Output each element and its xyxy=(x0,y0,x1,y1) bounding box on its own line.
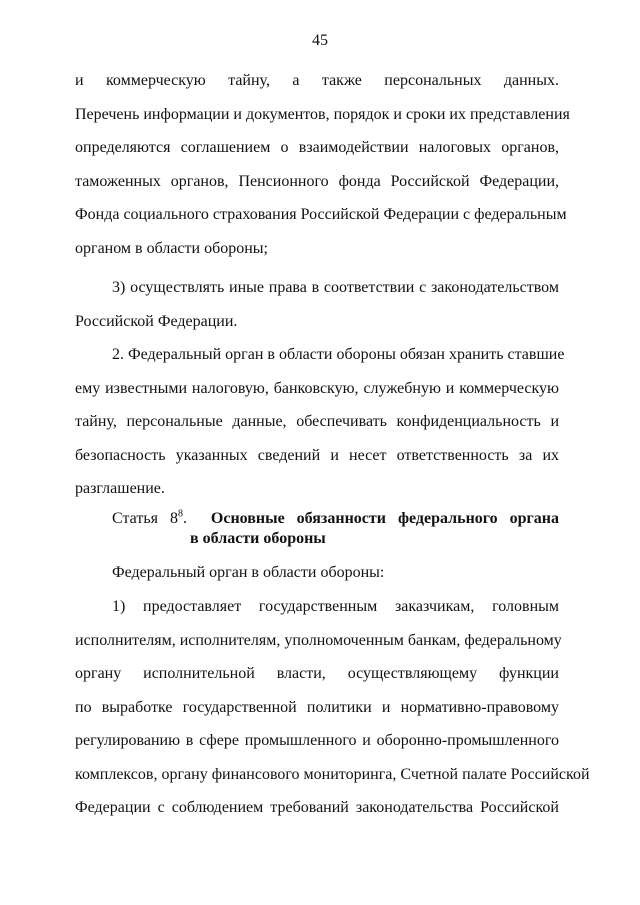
paragraph-5 xyxy=(75,590,590,825)
text-line: разглашение. xyxy=(75,480,165,497)
text-line: органом в области обороны; xyxy=(75,239,268,257)
text-line: ему известными налоговую, банковскую, служебную и коммерческую xyxy=(75,379,559,397)
article-heading xyxy=(112,509,559,549)
text-line: 2. Федеральный орган в области обороны обязан хранить ставшие xyxy=(112,346,565,363)
text-line: Федерации с соблюдением требований законодательства Российской xyxy=(75,799,559,816)
text-line: определяются соглашением о взаимодействии налоговых органов, xyxy=(75,139,559,156)
text-line: органу исполнительной власти, осуществляющему функции xyxy=(75,665,559,682)
paragraph-2 xyxy=(75,271,559,338)
text-line: 1) предоставляет государственным заказчикам, головным xyxy=(112,598,559,615)
text-line: по выработке государственной политики и нормативно-правовому xyxy=(75,698,559,716)
text-line: 3) осуществлять иные права в соответствии с законодательством xyxy=(112,279,559,296)
text-line: тайну, персональные данные, обеспечивать конфиденциальность и xyxy=(75,413,559,430)
article-prefix: Статья 8 xyxy=(112,510,178,527)
text-line: и коммерческую тайну, а также персональных данных. xyxy=(75,72,559,89)
article-title-line-1: Основные обязанности федерального органа xyxy=(210,510,560,527)
text-line: комплексов, органу финансового мониторинга, Счетной палате Российской xyxy=(75,765,590,783)
paragraph-1 xyxy=(75,64,570,265)
article-title-line-2: в области обороны xyxy=(190,530,326,547)
text-line: Перечень информации и документов, порядок и сроки их представления xyxy=(75,105,570,123)
text-line: безопасность указанных сведений и несет ответственность за их xyxy=(75,446,559,464)
page-number: 45 xyxy=(312,32,328,49)
text-line: исполнителям, исполнителям, уполномоченным банкам, федеральному xyxy=(75,631,562,649)
text-line: Федеральный орган в области обороны: xyxy=(112,564,385,581)
article-superscript: 8 xyxy=(177,508,183,520)
article-heading-line-1 xyxy=(112,509,559,529)
paragraph-4 xyxy=(75,556,559,590)
text-line: регулированию в сфере промышленного и оборонно-промышленного xyxy=(75,732,559,749)
text-line: таможенных органов, Пенсионного фонда Российской Федерации, xyxy=(75,172,559,190)
paragraph-3 xyxy=(75,338,565,506)
article-dot: . xyxy=(182,510,187,527)
text-line: Фонда социального страхования Российской Федерации с федеральным xyxy=(75,206,567,223)
text-line: Российской Федерации. xyxy=(75,312,238,330)
